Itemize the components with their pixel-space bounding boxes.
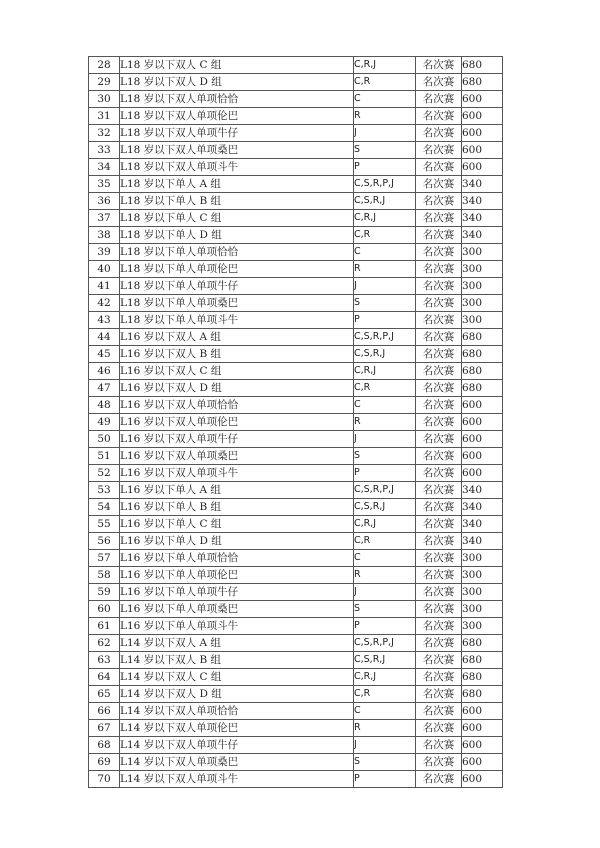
entry-fee: 680 (462, 380, 503, 397)
table-row (89, 125, 503, 142)
entry-fee: 600 (462, 448, 503, 465)
entry-fee: 600 (462, 754, 503, 771)
dance-list: P (354, 465, 416, 482)
table-row (89, 176, 503, 193)
row-number: 56 (89, 533, 120, 550)
event-name: L16 岁以下单人单项伦巴 (120, 567, 354, 584)
entry-fee: 600 (462, 91, 503, 108)
entry-fee: 600 (462, 108, 503, 125)
entry-fee: 340 (462, 193, 503, 210)
dance-list: S (354, 295, 416, 312)
event-name: L16 岁以下双人 B 组 (120, 346, 354, 363)
dance-list: J (354, 125, 416, 142)
dance-list: R (354, 414, 416, 431)
dance-list: C,R (354, 227, 416, 244)
dance-list: J (354, 584, 416, 601)
dance-list: S (354, 754, 416, 771)
event-name: L18 岁以下双人单项牛仔 (120, 125, 354, 142)
entry-fee: 600 (462, 771, 503, 788)
event-name: L18 岁以下双人 C 组 (120, 57, 354, 74)
row-number: 62 (89, 635, 120, 652)
event-name: L16 岁以下双人单项牛仔 (120, 431, 354, 448)
row-number: 67 (89, 720, 120, 737)
row-number: 58 (89, 567, 120, 584)
row-number: 32 (89, 125, 120, 142)
table-row (89, 533, 503, 550)
row-number: 69 (89, 754, 120, 771)
table-row (89, 227, 503, 244)
table-row (89, 652, 503, 669)
entry-fee: 680 (462, 346, 503, 363)
entry-fee: 300 (462, 312, 503, 329)
row-number: 55 (89, 516, 120, 533)
table-row (89, 720, 503, 737)
event-name: L16 岁以下单人单项桑巴 (120, 601, 354, 618)
entry-fee: 600 (462, 703, 503, 720)
event-name: L18 岁以下单人 D 组 (120, 227, 354, 244)
entry-fee: 300 (462, 584, 503, 601)
table-row (89, 703, 503, 720)
row-number: 57 (89, 550, 120, 567)
competition-type: 名次赛 (416, 652, 462, 669)
entry-fee: 340 (462, 210, 503, 227)
entry-fee: 340 (462, 176, 503, 193)
event-name: L18 岁以下双人单项恰恰 (120, 91, 354, 108)
table-row (89, 363, 503, 380)
table-row (89, 567, 503, 584)
event-name: L18 岁以下双人单项伦巴 (120, 108, 354, 125)
dance-list: C,S,R,J (354, 193, 416, 210)
dance-list: C (354, 397, 416, 414)
dance-list: C (354, 244, 416, 261)
entry-fee: 600 (462, 397, 503, 414)
competition-type: 名次赛 (416, 601, 462, 618)
dance-list: P (354, 618, 416, 635)
competition-type: 名次赛 (416, 669, 462, 686)
competition-type: 名次赛 (416, 618, 462, 635)
table-row (89, 618, 503, 635)
competition-type: 名次赛 (416, 567, 462, 584)
competition-type: 名次赛 (416, 57, 462, 74)
competition-type: 名次赛 (416, 244, 462, 261)
table-row (89, 193, 503, 210)
competition-type: 名次赛 (416, 193, 462, 210)
competition-type: 名次赛 (416, 448, 462, 465)
row-number: 34 (89, 159, 120, 176)
table-row (89, 516, 503, 533)
dance-list: R (354, 108, 416, 125)
entry-fee: 300 (462, 618, 503, 635)
entry-fee: 300 (462, 567, 503, 584)
competition-type: 名次赛 (416, 414, 462, 431)
competition-type: 名次赛 (416, 346, 462, 363)
table-row (89, 108, 503, 125)
table-row (89, 295, 503, 312)
dance-list: P (354, 159, 416, 176)
event-name: L18 岁以下单人 C 组 (120, 210, 354, 227)
dance-list: R (354, 567, 416, 584)
row-number: 29 (89, 74, 120, 91)
entry-fee: 340 (462, 227, 503, 244)
dance-list: C,R (354, 380, 416, 397)
competition-type: 名次赛 (416, 142, 462, 159)
entry-fee: 600 (462, 431, 503, 448)
dance-list: C,S,R,J (354, 499, 416, 516)
table-row (89, 669, 503, 686)
row-number: 54 (89, 499, 120, 516)
dance-list: C,R,J (354, 57, 416, 74)
row-number: 48 (89, 397, 120, 414)
competition-type: 名次赛 (416, 125, 462, 142)
entry-fee: 600 (462, 414, 503, 431)
table-row (89, 142, 503, 159)
table-row (89, 431, 503, 448)
row-number: 52 (89, 465, 120, 482)
event-name: L16 岁以下单人 D 组 (120, 533, 354, 550)
event-name: L18 岁以下单人 B 组 (120, 193, 354, 210)
event-name: L16 岁以下单人 C 组 (120, 516, 354, 533)
row-number: 65 (89, 686, 120, 703)
dance-list: C,S,R,P,J (354, 635, 416, 652)
row-number: 60 (89, 601, 120, 618)
row-number: 64 (89, 669, 120, 686)
event-name: L16 岁以下双人单项恰恰 (120, 397, 354, 414)
dance-list: S (354, 142, 416, 159)
row-number: 28 (89, 57, 120, 74)
table-row (89, 74, 503, 91)
entry-fee: 340 (462, 482, 503, 499)
table-row (89, 635, 503, 652)
entry-fee: 300 (462, 601, 503, 618)
entry-fee: 600 (462, 465, 503, 482)
competition-type: 名次赛 (416, 210, 462, 227)
entry-fee: 300 (462, 261, 503, 278)
table-row (89, 346, 503, 363)
event-name: L18 岁以下双人单项斗牛 (120, 159, 354, 176)
table-row (89, 91, 503, 108)
table-row (89, 448, 503, 465)
event-name: L14 岁以下双人 B 组 (120, 652, 354, 669)
row-number: 47 (89, 380, 120, 397)
event-name: L16 岁以下单人 A 组 (120, 482, 354, 499)
event-name: L16 岁以下单人单项恰恰 (120, 550, 354, 567)
table-row (89, 278, 503, 295)
entry-fee: 680 (462, 57, 503, 74)
table-row (89, 244, 503, 261)
event-name: L14 岁以下双人单项斗牛 (120, 771, 354, 788)
event-name: L14 岁以下双人 A 组 (120, 635, 354, 652)
competition-type: 名次赛 (416, 431, 462, 448)
dance-list: P (354, 312, 416, 329)
event-name: L16 岁以下双人单项桑巴 (120, 448, 354, 465)
event-fee-table (88, 56, 503, 788)
dance-list: R (354, 261, 416, 278)
row-number: 53 (89, 482, 120, 499)
dance-list: J (354, 431, 416, 448)
event-name: L18 岁以下双人 D 组 (120, 74, 354, 91)
table-row (89, 210, 503, 227)
dance-list: J (354, 737, 416, 754)
row-number: 49 (89, 414, 120, 431)
dance-list: P (354, 771, 416, 788)
event-table-body (89, 57, 503, 788)
row-number: 68 (89, 737, 120, 754)
competition-type: 名次赛 (416, 499, 462, 516)
entry-fee: 600 (462, 737, 503, 754)
row-number: 44 (89, 329, 120, 346)
entry-fee: 340 (462, 533, 503, 550)
entry-fee: 680 (462, 652, 503, 669)
row-number: 66 (89, 703, 120, 720)
entry-fee: 600 (462, 125, 503, 142)
entry-fee: 680 (462, 635, 503, 652)
event-name: L18 岁以下单人单项桑巴 (120, 295, 354, 312)
event-name: L18 岁以下单人单项伦巴 (120, 261, 354, 278)
entry-fee: 300 (462, 278, 503, 295)
row-number: 30 (89, 91, 120, 108)
row-number: 35 (89, 176, 120, 193)
event-name: L16 岁以下双人 C 组 (120, 363, 354, 380)
event-name: L18 岁以下单人单项斗牛 (120, 312, 354, 329)
table-row (89, 414, 503, 431)
table-row (89, 686, 503, 703)
row-number: 42 (89, 295, 120, 312)
table-row (89, 584, 503, 601)
competition-type: 名次赛 (416, 380, 462, 397)
row-number: 61 (89, 618, 120, 635)
competition-type: 名次赛 (416, 363, 462, 380)
table-row (89, 499, 503, 516)
row-number: 41 (89, 278, 120, 295)
dance-list: C,R (354, 686, 416, 703)
entry-fee: 300 (462, 295, 503, 312)
row-number: 70 (89, 771, 120, 788)
dance-list: C (354, 91, 416, 108)
row-number: 50 (89, 431, 120, 448)
competition-type: 名次赛 (416, 482, 462, 499)
event-name: L14 岁以下双人单项恰恰 (120, 703, 354, 720)
competition-type: 名次赛 (416, 91, 462, 108)
row-number: 46 (89, 363, 120, 380)
table-row (89, 601, 503, 618)
competition-type: 名次赛 (416, 584, 462, 601)
event-name: L18 岁以下单人 A 组 (120, 176, 354, 193)
event-name: L14 岁以下双人单项牛仔 (120, 737, 354, 754)
event-name: L14 岁以下双人单项桑巴 (120, 754, 354, 771)
dance-list: J (354, 278, 416, 295)
table-row (89, 771, 503, 788)
dance-list: R (354, 720, 416, 737)
competition-type: 名次赛 (416, 74, 462, 91)
competition-type: 名次赛 (416, 550, 462, 567)
table-row (89, 482, 503, 499)
row-number: 63 (89, 652, 120, 669)
competition-type: 名次赛 (416, 397, 462, 414)
competition-type: 名次赛 (416, 635, 462, 652)
row-number: 31 (89, 108, 120, 125)
competition-type: 名次赛 (416, 465, 462, 482)
table-row (89, 550, 503, 567)
entry-fee: 600 (462, 159, 503, 176)
dance-list: C,R,J (354, 669, 416, 686)
competition-type: 名次赛 (416, 278, 462, 295)
row-number: 45 (89, 346, 120, 363)
row-number: 40 (89, 261, 120, 278)
competition-type: 名次赛 (416, 771, 462, 788)
row-number: 33 (89, 142, 120, 159)
event-name: L16 岁以下单人单项斗牛 (120, 618, 354, 635)
event-name: L16 岁以下双人 A 组 (120, 329, 354, 346)
row-number: 51 (89, 448, 120, 465)
dance-list: C,S,R,P,J (354, 482, 416, 499)
dance-list: C,R,J (354, 210, 416, 227)
row-number: 43 (89, 312, 120, 329)
competition-type: 名次赛 (416, 312, 462, 329)
competition-type: 名次赛 (416, 329, 462, 346)
table-row (89, 380, 503, 397)
entry-fee: 680 (462, 329, 503, 346)
dance-list: S (354, 601, 416, 618)
row-number: 38 (89, 227, 120, 244)
competition-type: 名次赛 (416, 686, 462, 703)
table-row (89, 261, 503, 278)
row-number: 59 (89, 584, 120, 601)
entry-fee: 340 (462, 499, 503, 516)
event-name: L16 岁以下双人单项伦巴 (120, 414, 354, 431)
table-row (89, 397, 503, 414)
dance-list: C,S,R,J (354, 652, 416, 669)
table-row (89, 754, 503, 771)
event-name: L16 岁以下单人单项牛仔 (120, 584, 354, 601)
competition-type: 名次赛 (416, 176, 462, 193)
table-row (89, 159, 503, 176)
competition-type: 名次赛 (416, 516, 462, 533)
competition-type: 名次赛 (416, 737, 462, 754)
table-row (89, 737, 503, 754)
row-number: 39 (89, 244, 120, 261)
entry-fee: 300 (462, 550, 503, 567)
competition-type: 名次赛 (416, 720, 462, 737)
entry-fee: 340 (462, 516, 503, 533)
dance-list: C,R (354, 533, 416, 550)
event-name: L14 岁以下双人单项伦巴 (120, 720, 354, 737)
dance-list: C (354, 703, 416, 720)
event-name: L18 岁以下双人单项桑巴 (120, 142, 354, 159)
event-name: L14 岁以下双人 C 组 (120, 669, 354, 686)
dance-list: C,S,R,P,J (354, 329, 416, 346)
competition-type: 名次赛 (416, 754, 462, 771)
event-name: L18 岁以下单人单项恰恰 (120, 244, 354, 261)
competition-type: 名次赛 (416, 108, 462, 125)
competition-type: 名次赛 (416, 159, 462, 176)
entry-fee: 680 (462, 669, 503, 686)
entry-fee: 300 (462, 244, 503, 261)
entry-fee: 600 (462, 720, 503, 737)
row-number: 36 (89, 193, 120, 210)
event-name: L16 岁以下双人单项斗牛 (120, 465, 354, 482)
table-row (89, 465, 503, 482)
competition-type: 名次赛 (416, 703, 462, 720)
entry-fee: 600 (462, 142, 503, 159)
table-row (89, 312, 503, 329)
entry-fee: 680 (462, 74, 503, 91)
row-number: 37 (89, 210, 120, 227)
table-row (89, 57, 503, 74)
dance-list: C,R,J (354, 516, 416, 533)
event-name: L18 岁以下单人单项牛仔 (120, 278, 354, 295)
competition-type: 名次赛 (416, 533, 462, 550)
event-name: L16 岁以下双人 D 组 (120, 380, 354, 397)
dance-list: S (354, 448, 416, 465)
event-name: L16 岁以下单人 B 组 (120, 499, 354, 516)
competition-type: 名次赛 (416, 227, 462, 244)
dance-list: C,R,J (354, 363, 416, 380)
dance-list: C (354, 550, 416, 567)
dance-list: C,R (354, 74, 416, 91)
dance-list: C,S,R,J (354, 346, 416, 363)
entry-fee: 680 (462, 686, 503, 703)
event-name: L14 岁以下双人 D 组 (120, 686, 354, 703)
dance-list: C,S,R,P,J (354, 176, 416, 193)
entry-fee: 680 (462, 363, 503, 380)
competition-type: 名次赛 (416, 261, 462, 278)
table-row (89, 329, 503, 346)
competition-type: 名次赛 (416, 295, 462, 312)
